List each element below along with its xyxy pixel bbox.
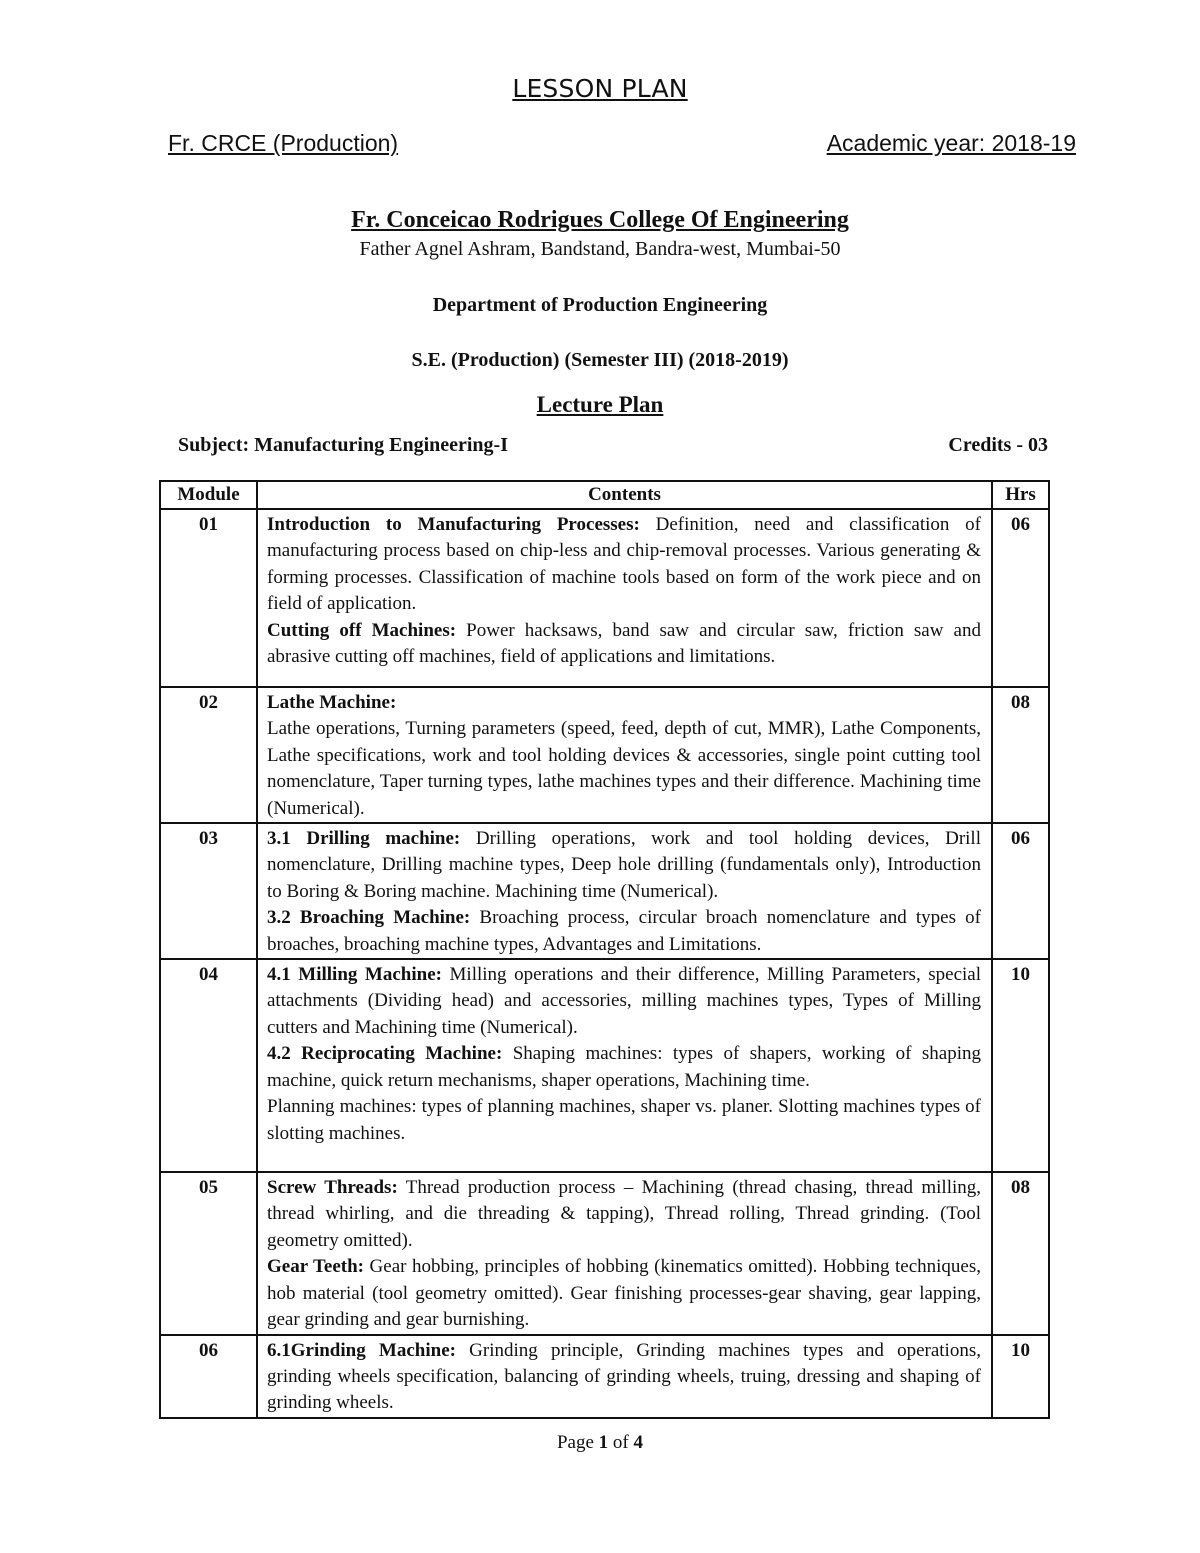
table-header-row	[160, 481, 1049, 509]
content-paragraph	[267, 690, 981, 716]
module-number: 02	[160, 687, 257, 823]
content-paragraph	[267, 1338, 981, 1417]
module-number: 05	[160, 1172, 257, 1334]
topic-text: Shaping machines: types of shapers, working of shaping machine, quick return mechanisms, shaper operations, Machining time.	[267, 1043, 982, 1091]
topic-text: Lathe operations, Turning parameters (speed, feed, depth of cut, MMR), Lathe Components, Lathe specifications, work and tool holding devices & accessories, single point cutting tool nomenclature, Taper turning types, lathe machines types and their difference. Machining time (Numerical).	[267, 718, 981, 819]
college-name: Fr. Conceicao Rodrigues College Of Engineering	[351, 207, 849, 233]
topic-text: Grinding principle, Grinding machines types and operations, grinding wheels specification, balancing of grinding wheels, truing, dressing and shaping of grinding wheels.	[267, 1339, 981, 1414]
topic-text: Definition, need and classification of manufacturing process based on chip-less and chip-removal processes. Various generating & forming processes. Classification of machine tools based on form of the work piece and on field of application.	[267, 514, 981, 615]
topic-text: Power hacksaws, band saw and circular saw, friction saw and abrasive cutting off machines, field of applications and limitations.	[267, 619, 981, 668]
module-number: 03	[160, 823, 257, 959]
content-paragraph	[267, 962, 981, 1041]
hrs-column-header: Hrs	[992, 481, 1049, 509]
content-paragraph	[267, 512, 981, 618]
table-row	[160, 1335, 1049, 1418]
lecture-plan-table	[159, 480, 1050, 1419]
module-hours: 10	[992, 1335, 1049, 1418]
module-hours: 06	[992, 823, 1049, 959]
content-paragraph	[267, 716, 981, 822]
topic-title: Introduction to Manufacturing Processes:	[267, 514, 640, 535]
module-contents	[257, 823, 992, 959]
module-hours: 08	[992, 1172, 1049, 1334]
module-contents	[257, 1172, 992, 1334]
topic-title: 6.1Grinding Machine:	[267, 1339, 456, 1361]
topic-title: Gear Teeth:	[267, 1256, 365, 1278]
topic-title: Cutting off Machines:	[267, 619, 457, 641]
topic-text: Planning machines: types of planning machines, shaper vs. planer. Slotting machines types of slotting machines.	[267, 1096, 981, 1144]
module-number: 01	[160, 509, 257, 687]
subject-line: Subject: Manufacturing Engineering-I	[178, 434, 508, 456]
college-address: Father Agnel Ashram, Bandstand, Bandra-west, Mumbai-50	[359, 238, 841, 260]
module-hours: 08	[992, 687, 1049, 823]
of-label: of	[608, 1432, 634, 1453]
semester-info: S.E. (Production) (Semester III) (2018-2019)	[411, 349, 789, 371]
topic-text: Gear hobbing, principles of hobbing (kinematics omitted). Hobbing techniques, hob material (tool geometry omitted). Gear finishing processes-gear shaving, gear lapping, gear grinding and gear burnishing.	[267, 1256, 981, 1331]
lesson-plan-title: LESSON PLAN	[512, 74, 688, 103]
topic-title: 3.2 Broaching Machine:	[267, 907, 471, 929]
content-paragraph	[267, 905, 981, 958]
module-contents	[257, 959, 992, 1172]
credits-line: Credits - 03	[948, 434, 1048, 456]
table-row	[160, 823, 1049, 959]
lecture-plan-heading: Lecture Plan	[536, 392, 664, 417]
module-hours: 06	[992, 509, 1049, 687]
topic-text: Broaching process, circular broach nomenclature and types of broaches, broaching machine types, Advantages and Limitations.	[267, 907, 981, 955]
page-number	[0, 1432, 1200, 1454]
table-body	[160, 509, 1049, 1418]
content-paragraph	[267, 1041, 981, 1094]
table-row	[160, 687, 1049, 823]
table-row	[160, 1172, 1049, 1334]
topic-text: Thread production process – Machining (thread chasing, thread milling, thread whirling, and die threading & tapping), Thread rolling, Thread grinding. (Tool geometry omitted).	[267, 1177, 981, 1251]
module-contents	[257, 687, 992, 823]
module-contents	[257, 1335, 992, 1418]
module-contents	[257, 509, 992, 687]
academic-year: Academic year: 2018-19	[826, 130, 1076, 156]
institute-short-name: Fr. CRCE (Production)	[168, 130, 399, 156]
content-paragraph	[267, 1094, 981, 1147]
topic-title: 3.1 Drilling machine:	[267, 828, 461, 850]
content-paragraph	[267, 618, 981, 671]
content-paragraph	[267, 1175, 981, 1254]
topic-title: Screw Threads:	[267, 1177, 398, 1199]
topic-text: Drilling operations, work and tool holding devices, Drill nomenclature, Drilling machine types, Deep hole drilling (fundamentals only), Introduction to Boring & Boring machine. Machining time (Numerical).	[267, 828, 981, 902]
module-number: 06	[160, 1335, 257, 1418]
content-paragraph	[267, 1254, 981, 1333]
department-name: Department of Production Engineering	[432, 294, 768, 316]
page-label: Page	[556, 1432, 599, 1453]
module-number: 04	[160, 959, 257, 1172]
module-hours: 10	[992, 959, 1049, 1172]
table-row	[160, 959, 1049, 1172]
topic-title: 4.2 Reciprocating Machine:	[267, 1043, 503, 1065]
topic-text: Milling operations and their difference, Milling Parameters, special attachments (Dividing head) and accessories, milling machines types, Types of Milling cutters and Machining time (Numerical).	[267, 964, 981, 1038]
contents-column-header: Contents	[257, 481, 992, 509]
current-page: 1	[598, 1432, 609, 1453]
topic-title: 4.1 Milling Machine:	[267, 964, 442, 986]
total-pages: 4	[633, 1432, 643, 1453]
topic-title: Lathe Machine:	[267, 692, 397, 713]
content-paragraph	[267, 826, 981, 905]
module-column-header: Module	[160, 481, 257, 509]
table-row	[160, 509, 1049, 687]
